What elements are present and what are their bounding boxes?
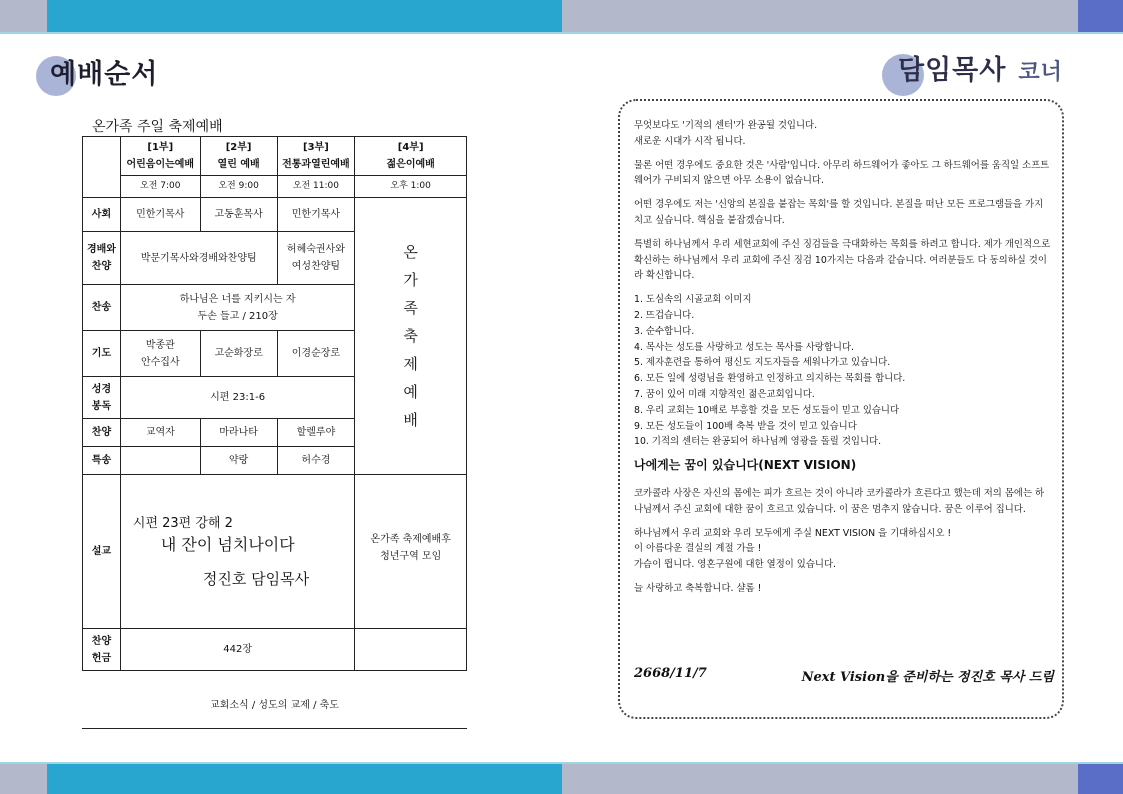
service-title: 온가족 주일 축제예배 bbox=[92, 119, 223, 135]
bottom-bar-left-teal bbox=[47, 764, 562, 794]
list-item: 2. 뜨겁습니다. bbox=[634, 309, 695, 321]
letter-paragraph: 무엇보다도 '기적의 센터'가 완공될 것입니다. 새로운 시대가 시작 됩니다. bbox=[634, 120, 818, 147]
signature bbox=[634, 666, 1054, 685]
column-header: [2부] 열린 예배 bbox=[200, 137, 277, 176]
list-item: 9. 모든 성도들이 100배 축복 받을 것이 믿고 있습니다 bbox=[634, 420, 857, 432]
right-page-heading bbox=[882, 48, 1063, 87]
service-order-table bbox=[82, 136, 467, 671]
service-time: 오전 11:00 bbox=[277, 176, 355, 198]
letter-paragraph: 어떤 경우에도 저는 '신앙의 본질을 붙잡는 목회'를 할 것입니다. 본질을 떠난 모든 프로그램들을 가지 치고 싶습니다. 핵심을 붙잡겠습니다. bbox=[634, 199, 1044, 226]
list-item: 5. 제자훈련을 통하여 평신도 지도자들을 세워나가고 있습니다. bbox=[634, 357, 891, 369]
letter-paragraph: 물론 어떤 경우에도 중요한 것은 '사람'입니다. 아무리 하드웨어가 좋아도 그 하드웨어를 움직일 소프트 웨어가 구비되지 않으면 아무 소용이 없습니다. bbox=[634, 159, 1050, 187]
sermon-preacher: 정진호 담임목사 bbox=[202, 570, 310, 588]
letter-paragraph: 특별히 하나님께서 우리 세현교회에 주신 징검들을 극대화하는 목회를 하려고 합니다. 제가 개인적으로 확신하는 하나님께서 우리 교회에 주신 징검 10가지는 다음과 같습니다. 여러분들도 다 동의하실 것이라 확신합니다. bbox=[634, 238, 1051, 282]
row-label: 사회 bbox=[83, 198, 121, 232]
service-time: 오전 9:00 bbox=[200, 176, 277, 198]
row-sermon bbox=[83, 475, 467, 629]
column-header: [1부] 어린음이는예배 bbox=[120, 137, 200, 176]
row-label: 특송 bbox=[83, 447, 121, 475]
cell: 마라나타 bbox=[200, 419, 277, 447]
row-label: 기도 bbox=[83, 331, 121, 377]
list-item: 3. 순수합니다. bbox=[634, 325, 695, 337]
list-item: 7. 꿈이 있어 미래 지향적인 젊은교회입니다. bbox=[634, 388, 815, 400]
cell: 고동훈목사 bbox=[200, 198, 277, 232]
cell: 박종관 안수집사 bbox=[120, 331, 200, 377]
list-item: 1. 도심속의 시골교회 이미지 bbox=[634, 294, 752, 306]
signature-text: Next Vision을 준비하는 정진호 목사 드림 bbox=[801, 670, 1054, 685]
letter-paragraph: 하나님께서 우리 교회와 우리 모두에게 주실 NEXT VISION 을 기대하십시오 ! 이 아름다운 결실의 계절 가을 ! 가슴이 뜁니다. 영혼구원에 대한 열정이 있습니다. bbox=[634, 527, 952, 571]
letter-paragraph: 코카콜라 사장은 자신의 몸에는 피가 흐르는 것이 아니라 코카콜라가 흐른다고 했는데 저의 몸에는 하나님께서 주신 교회에 대한 꿈이 흐르고 있습니다. 이 꿈은 멈추지 않습니다. 꿈은 이루어 집니다. bbox=[634, 487, 1045, 515]
header-row bbox=[83, 137, 467, 176]
cell: 442장 bbox=[120, 629, 354, 671]
service-time: 오후 1:00 bbox=[355, 176, 467, 198]
vertical-festival-label: 온 가 족 축 제 예 배 bbox=[355, 198, 467, 475]
cell: 박문기목사와경배와찬양팀 bbox=[120, 232, 277, 285]
row-label: 경배와 찬양 bbox=[83, 232, 121, 285]
right-heading-sub: 코너 bbox=[1018, 59, 1063, 85]
corner-cell bbox=[83, 137, 121, 198]
vision-heading: 나에게는 꿈이 있습니다(NEXT VISION) bbox=[634, 458, 857, 473]
cell: 하나님은 너를 지키시는 자 두손 들고 / 210장 bbox=[120, 285, 354, 331]
strengths-list bbox=[634, 292, 1052, 450]
cell: 민한기목사 bbox=[120, 198, 200, 232]
cell: 허수경 bbox=[277, 447, 355, 475]
right-heading-main: 담임목사 bbox=[898, 55, 1007, 86]
bottom-bar-left-light bbox=[0, 764, 47, 794]
list-item: 8. 우리 교회는 10배로 부흥할 것을 모든 성도들이 믿고 있습니다 bbox=[634, 404, 900, 416]
sermon-title: 내 잔이 넘치나이다 bbox=[160, 535, 295, 554]
top-bar-right-blue bbox=[1078, 0, 1123, 32]
service-time: 오전 7:00 bbox=[120, 176, 200, 198]
cell: 민한기목사 bbox=[277, 198, 355, 232]
row-host bbox=[83, 198, 467, 232]
left-heading-text: 예배순서 bbox=[50, 59, 159, 90]
row-label: 성경 봉독 bbox=[83, 377, 121, 419]
row-label: 찬양 bbox=[83, 419, 121, 447]
cell bbox=[355, 629, 467, 671]
cell: 허혜숙권사와 여성찬양팀 bbox=[277, 232, 355, 285]
sermon-series: 시편 23편 강해 2 bbox=[132, 516, 233, 531]
top-rule bbox=[0, 32, 1123, 34]
column-header: [3부] 전통과열린예배 bbox=[277, 137, 355, 176]
side-note-cell bbox=[355, 475, 467, 629]
list-item: 6. 모든 일에 성령님을 환영하고 인정하고 의지하는 목회를 합니다. bbox=[634, 373, 906, 385]
top-bar-right-light bbox=[562, 0, 1078, 32]
time-row bbox=[83, 176, 467, 198]
side-note-1: 온가족 축제예배후 bbox=[370, 534, 451, 545]
list-item: 10. 기적의 센터는 완공되어 하나님께 영광을 돌릴 것입니다. bbox=[634, 436, 882, 448]
cell: 고순화장로 bbox=[200, 331, 277, 377]
footer-rule bbox=[82, 728, 467, 729]
row-label: 찬양 헌금 bbox=[83, 629, 121, 671]
top-bar-left-light bbox=[0, 0, 47, 32]
service-footer: 교회소식 / 성도의 교제 / 축도 bbox=[210, 700, 339, 711]
letter-paragraph: 늘 사랑하고 축복합니다. 샬롬 ! bbox=[634, 582, 762, 594]
row-label: 설교 bbox=[83, 475, 121, 629]
cell: 시편 23:1-6 bbox=[120, 377, 354, 419]
left-page-heading bbox=[36, 52, 158, 91]
bottom-bar-right-light bbox=[562, 764, 1078, 794]
sermon-cell bbox=[120, 475, 354, 629]
side-note-2: 청년구역 모임 bbox=[380, 551, 442, 562]
bottom-bar-right-blue bbox=[1078, 764, 1123, 794]
cell: 이경순장로 bbox=[277, 331, 355, 377]
cell: 교역자 bbox=[120, 419, 200, 447]
row-offering bbox=[83, 629, 467, 671]
top-bar-left-teal bbox=[47, 0, 562, 32]
cell bbox=[120, 447, 200, 475]
pastor-letter bbox=[634, 118, 1052, 605]
column-header: [4부] 젊은이예배 bbox=[355, 137, 467, 176]
list-item: 4. 목사는 성도를 사랑하고 성도는 목사를 사랑합니다. bbox=[634, 341, 854, 353]
row-label: 찬송 bbox=[83, 285, 121, 331]
cell: 할렐루야 bbox=[277, 419, 355, 447]
signature-date: 2668/11/7 bbox=[634, 666, 707, 681]
cell: 약랑 bbox=[200, 447, 277, 475]
